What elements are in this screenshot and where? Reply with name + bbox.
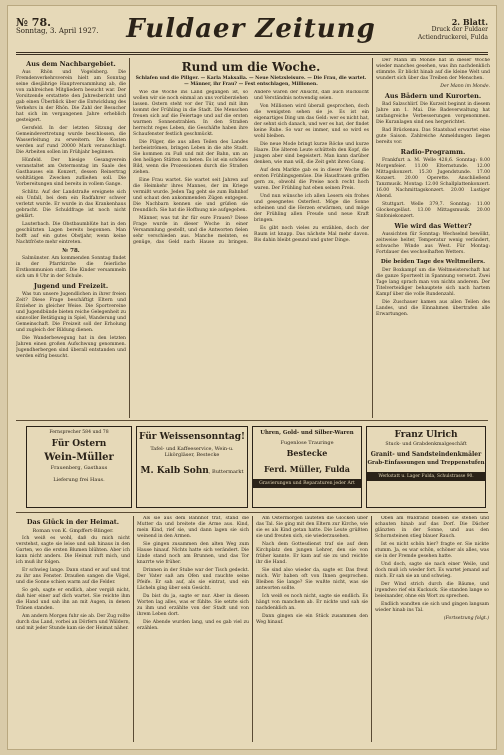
body-text: Ich weiß es noch nicht, sagte sie endlich. Es hängt von manchem ab. Er nickte und sah sie nachdenklich an. xyxy=(256,594,368,611)
story-subtitle: Roman von K. Gmpffert-Blinger. xyxy=(32,528,114,534)
body-text: Am Ostermorgen läuteten die Glocken über das Tal. Sie ging mit den Eltern zur Kirche, wie sie es als Kind getan hatte. Die Leute grüßten sie und freuten sich, sie wiederzusehen. xyxy=(256,516,368,539)
dateline: № 78. xyxy=(62,248,80,254)
body-text: So geh, sagte er endlich, aber vergiß nicht, daß hier einer auf dich wartet. Sie reichte ihm die Hand und sah ihn an mit Augen, in denen Tränen standen. xyxy=(16,588,130,611)
body-text: Die Zuschauer kamen aus allen Teilen des Landes, und die Einnahmen übertrafen alle Erwartungen. xyxy=(376,300,490,317)
body-text: Oben am Waldrand blieben sie stehen und schauten hinab auf das Dorf. Die Dächer glänzten in der Sonne, und aus den Schornsteinen stieg blauer Rauch. xyxy=(375,516,489,539)
body-text: Ist es nicht schön hier? fragte er. Sie nickte stumm. Ja, es war schön, schöner als alles, was sie in der Fremde gesehen hatte. xyxy=(375,542,489,559)
stonework-ad xyxy=(366,426,486,508)
tableware-ad-line: Tafel- und Kaffeeservice, Wein-u. Likörgläser, Bestecke xyxy=(150,446,234,458)
body-text: Sie gingen zusammen den alten Weg zum Hause hinauf. Nichts hatte sich verändert. Die Linde stand noch am Brunnen, und das Tor knarrte wie früher. xyxy=(137,542,249,565)
story-column-3 xyxy=(256,516,368,742)
left-column xyxy=(16,58,126,416)
wine-ad-name: Wein-Müller xyxy=(44,452,114,463)
body-text: Als sie aus dem Bahnhof trat, stand die Mutter da und breitete die Arme aus. Kind, mein Kind, rief sie, und dann lagen sie sich weinend in den Armen. xyxy=(137,516,249,539)
jewelry-ad-name: Ferd. Müller, Fulda xyxy=(264,464,350,474)
body-text: Frankfurt a. M. Welle 428,6. Sonntag: 8.00 Morgenfeier. 11.00 Elternstunde. 12.00 Mittagskonzert. 15.30 Jugendstunde. 17.00 Konzert. 20.00 Operette. Anschließend Tanzmusik. Montag: 12.00 Schallplattenkonzert. 16.00 Nachmittagskonzert. 20.00 Lustiger Abend. xyxy=(376,158,490,199)
stonework-ad-line3: Grab-Einfassungen und Treppenstufen xyxy=(367,460,485,466)
issue-info xyxy=(16,18,106,36)
body-text: Es gibt noch vieles zu erzählen, doch der Raum ist knapp. Das nächste Mal mehr davon. Bis dahin bleibt gesund und guter Dinge. xyxy=(254,226,369,243)
stonework-ad-name: Franz Ulrich xyxy=(394,430,458,440)
column-divider xyxy=(129,58,130,418)
tableware-ad-title: Für Weissensonntag! xyxy=(139,432,245,442)
center-heading: Rund um die Woche. xyxy=(181,60,321,74)
column-signature: Der Mann im Monde. xyxy=(440,84,490,89)
section-heading-weltmeister: Die beiden Tage des Weltmeilers. xyxy=(380,259,486,265)
body-text: Schlitz. Auf der Landstraße ereignete sich ein Unfall, bei dem ein Radfahrer schwer verletzt wurde. Er wurde in das Krankenhaus gebracht. Die Schuldfrage ist noch nicht geklärt. xyxy=(16,190,126,219)
newspaper-page xyxy=(8,6,496,749)
masthead-rule xyxy=(16,52,488,53)
section-heading-wetter: Wie wird das Wetter? xyxy=(394,222,472,230)
body-text: Aussichten für Sonntag: Wechselnd bewölkt, zeitweise heiter, Temperatur wenig verändert, schwache Winde aus West. Für Montag: Fortdauer des wechselhaften Wetters. xyxy=(376,232,490,255)
sheet-info xyxy=(392,18,488,42)
body-text: Gersfeld. In der letzten Sitzung der Gemeindevertretung wurde beschlossen, die Wasserleitung zu erweitern. Die Kosten werden auf rund 20000 Mark veranschlagt. Die Arbeiten sollen im Frühjahr beginnen. xyxy=(16,126,126,155)
body-text: Endlich wandten sie sich und gingen langsam wieder hinab ins Tal. xyxy=(375,602,489,613)
body-text: Ich weiß es wohl, daß du mich nicht verstehst, sagte sie leise und sah hinaus in den Garten, wo die ersten Blumen blühten. Aber ich kann nicht anders. Die Heimat ruft mich, und ich muß ihr folgen. xyxy=(16,536,130,565)
body-text: Stuttgart. Welle 379,7. Sonntag: 11.00 Glockengeläut. 13.00 Mittagsmusik. 20.00 Sinfoniekonzert. xyxy=(376,202,490,219)
sheet-number: 2. Blatt. xyxy=(451,17,488,27)
jewelry-ad xyxy=(252,426,362,508)
wine-ad-title: Für Ostern xyxy=(51,439,107,449)
center-column xyxy=(133,58,369,418)
body-text: Hünfeld. Der hiesige Gesangverein veranstaltet am Ostermontag im Saale des Gasthauses ein Konzert, dessen Reinertrag wohltätigen Zwecken zufließen soll. Die Vorbereitungen sind bereits in vollem Gange. xyxy=(16,158,126,187)
story-column-4 xyxy=(375,516,489,742)
ads-top-rule xyxy=(16,420,488,421)
body-text: Da bist du ja, sagte er nur. Aber in diesen Worten lag alles, was er fühlte. Sie setzte sich zu ihm und erzählte von der Stadt und von ihrem Leben dort. xyxy=(137,594,249,617)
body-text: Drinnen in der Stube war der Tisch gedeckt. Der Vater saß am Ofen und rauchte seine Pfeife. Er sah auf, als sie eintrat, und ein Lächeln ging über sein Gesicht. xyxy=(137,568,249,591)
issue-date: Sonntag, 3. April 1927. xyxy=(16,27,99,35)
jewelry-ad-subtitle: Fugenlose Trauringe xyxy=(280,440,334,446)
body-text: Er schwieg lange. Dann stand er auf und trat zu ihr ans Fenster. Draußen sangen die Vögel, und die Sonne schien warm auf die Felder. xyxy=(16,568,130,585)
issue-number: № 78. xyxy=(16,16,51,29)
body-text: Der Boxkampf um die Weltmeisterschaft hat die ganze Sportwelt in Spannung versetzt. Zwei Tage lang sprach man von nichts anderem. Der Titelverteidiger behauptete sich nach hartem Kampf über die volle Rundenzahl. xyxy=(376,268,490,297)
body-text: Eine Frau wartet. Sie wartet seit Jahren auf die Heimkehr ihres Mannes, der im Kriege vermißt wurde. Jeden Tag geht sie zum Bahnhof und schaut den ankommenden Zügen entgegen. Die Nachbarn kennen sie und grüßen sie freundlich. Sie hat die Hoffnung nie aufgegeben. xyxy=(133,178,248,213)
body-text: Nach dem Gottesdienst traf sie auf dem Kirchplatz den jungen Lehrer, den sie von früher kannte. Er kam auf sie zu und reichte ihr die Hand. xyxy=(256,542,368,565)
body-text: Die Pilger, die aus allen Teilen des Landes herbeiströmen, bringen Leben in die alte Stadt. Sie kommen zu Fuß und mit der Bahn, um an den heiligen Stätten zu beten. Es ist ein schönes Bild, wenn die Prozessionen durch die Straßen ziehen. xyxy=(133,140,248,175)
jewelry-ad-mid: Bestecke xyxy=(286,448,328,458)
wine-ad xyxy=(26,426,132,508)
body-text: Von Millionen wird überall gesprochen, doch die wenigsten sehen sie je. Es ist ein eigenartiges Ding um das Geld: wer es nicht hat, der sehnt sich danach, und wer es hat, der findet keine Ruhe. So war es immer, und so wird es wohl bleiben. xyxy=(254,104,369,139)
tableware-ad-name-line xyxy=(137,466,247,476)
body-text: Bad Brückenau. Das Staatsbad erwartet eine gute Saison. Zahlreiche Anmeldungen liegen bereits vor. xyxy=(376,128,490,145)
body-text: Der Mann im Monde hat in dieser Woche wieder manches gesehen, was ihn nachdenklich stimmte. Er blickt hinab auf die kleine Welt und wundert sich über das Treiben der Menschen. xyxy=(376,58,490,81)
right-column xyxy=(376,58,490,412)
column-divider xyxy=(372,58,373,418)
newspaper-title: Fuldaer Zeitung xyxy=(126,14,376,44)
column-divider xyxy=(133,516,134,742)
body-text: Auf dem Markte gab es in dieser Woche die ersten Frühlingsgemüse. Die Hausfrauen griffen gern zu, obwohl die Preise noch recht hoch waren. Der Frühling hat eben seinen Preis. xyxy=(254,168,369,191)
wine-ad-footer: Lieferung frei Haus. xyxy=(53,477,105,483)
tableware-ad xyxy=(136,426,248,508)
body-text: Lauterbach. Die Obstbaumblüte hat in den geschützten Lagen bereits begonnen. Man hofft auf ein gutes Obstjahr, wenn keine Nachtfröste mehr eintreten. xyxy=(16,222,126,245)
body-text: Der Wind strich durch die Bäume, und irgendwo rief ein Kuckuck. Sie standen lange so beieinander, ohne ein Wort zu sprechen. xyxy=(375,582,489,599)
story-title: Das Glück in der Heimat. xyxy=(26,518,120,526)
body-text: Bad Salzschlirf. Die Kurzeit beginnt in diesem Jahre am 1. Mai. Die Badeverwaltung hat umfangreiche Verbesserungen vorgenommen. Die Kuranlagen sind neu hergerichtet. xyxy=(376,102,490,125)
body-text: Dann gingen sie ein Stück zusammen den Weg hinauf. xyxy=(256,614,368,625)
body-text: Männer, was tut ihr für eure Frauen? Diese Frage wurde in dieser Woche in einer Versammlung gestellt, und die Antworten fielen sehr verschieden aus. Manche meinten, es genüge, das Geld nach Hause zu bringen. Andere waren der Ansicht, daß auch Rücksicht und Verständnis notwendig seien. xyxy=(133,90,369,245)
section-heading-jugend: Jugend und Freizeit. xyxy=(33,282,109,290)
masthead-rule-2 xyxy=(16,54,488,55)
masthead xyxy=(16,10,488,50)
center-subtitle: Schlafen und die Pillger. — Karla Maksalla. — Neue Nietzsleisure. — Die Frau, die wartet. — Männer, ihr Frau? — Fest entschlagen, Millionen. xyxy=(135,76,367,87)
body-text: Und nun wünsche ich allen Lesern ein frohes und gesegnetes Osterfest. Möge die Sonne scheinen und die Herzen erwärmen, und möge der Frühling allen Freude und neue Kraft bringen. xyxy=(254,194,369,223)
ads-bottom-rule xyxy=(16,512,488,513)
stonework-ad-line1: Stuck- und Grabdenkmalgeschäft xyxy=(385,442,467,447)
stonework-ad-footer: Werkstatt u. Lager Fulda, Schulstrasse 90. xyxy=(367,472,485,481)
body-text: Die neue Mode bringt kurze Röcke und kurze Haare. Die älteren Leute schütteln den Kopf, die jungen aber sind begeistert. Man kann darüber denken, wie man will, die Zeit geht ihren Gang. xyxy=(254,142,369,165)
wine-ad-place: Frauenberg, Gasthaus xyxy=(50,465,108,471)
tableware-ad-suffix: , Buttermarkt xyxy=(208,469,244,475)
body-text: Wie die Woche ins Land gegangen ist, so wollen wir sie noch einmal an uns vorüberziehen lassen. Ostern steht vor der Tür, und mit ihm kommt der Frühling in die Stadt. Die Menschen freuen sich auf die Feiertage und auf die ersten warmen Sonnenstrahlen. In den Straßen herrscht reges Leben, die Geschäfte haben ihre Schaufenster festlich geschmückt. xyxy=(133,90,248,137)
body-text: Und doch, sagte sie nach einer Weile, und doch muß ich wieder fort. Es wartet jemand auf mich. Er sah sie an und schwieg. xyxy=(375,562,489,579)
story-column-1 xyxy=(16,516,130,742)
body-text: Was tun unsere Jugendlichen in ihrer freien Zeit? Diese Frage beschäftigt Eltern und Erzieher in gleicher Weise. Die Sportvereine und Jugendbünde bieten reiche Gelegenheit zu sinnvoller Betätigung in Spiel, Wanderung und Gemeinschaft. Die Freizeit soll der Erholung und zugleich der Bildung dienen. xyxy=(16,292,126,333)
publisher-line: Druck der Fuldaer Actiendruckerei, Fulda xyxy=(417,26,488,41)
story-column-2 xyxy=(137,516,249,742)
center-body xyxy=(133,90,369,408)
section-heading-baeder: Aus Bädern und Kurorten. xyxy=(384,92,482,100)
jewelry-ad-footer: Gravierungen und Reparaturen jeder Art xyxy=(253,479,361,488)
column-divider xyxy=(252,516,253,742)
stonework-ad-line2: Granit- und Sandsteindenkmäler xyxy=(370,451,482,458)
body-text: Die Abende wurden lang, und es gab viel zu erzählen. xyxy=(137,620,249,631)
wine-ad-phone: Fernsprecher 584 und 78 xyxy=(49,430,109,435)
column-divider xyxy=(371,516,372,742)
body-text: Salmünster. Am kommenden Sonntag findet in der Pfarrkirche die feierliche Erstkommunion statt. Die Kinder versammeln sich um 8 Uhr in der Schule. xyxy=(16,256,126,279)
jewelry-ad-title: Uhren, Gold- und Silber-Waren xyxy=(260,430,354,436)
body-text: Die Wanderbewegung hat in den letzten Jahren einen großen Aufschwung genommen. Jugendherbergen sind überall entstanden und werden eifrig besucht. xyxy=(16,336,126,359)
continued-note: (Fortsetzung folgt.) xyxy=(443,616,489,621)
tableware-ad-name: M. Kalb Sohn xyxy=(140,466,209,476)
section-heading-nachbargebiet: Aus dem Nachbargebiet. xyxy=(26,60,116,68)
section-heading-radio: Radio-Programm. xyxy=(400,148,466,156)
body-text: Am andern Morgen fuhr sie ab. Der Zug rollte durch das Land, vorbei an Dörfern und Wäldern, und mit jeder Stunde kam sie der Heimat näher. xyxy=(16,614,130,631)
body-text: Sie sind also wieder da, sagte er. Das freut mich. Wir haben oft von Ihnen gesprochen. Bleiben Sie lange? Sie wußte nicht, was sie antworten sollte. xyxy=(256,568,368,591)
body-text: Aus Rhön und Vogelsberg. Die Fremdenverkehrsverein hielt am Sonntag seine diesjährige Hauptversammlung ab, die von zahlreichen Mitgliedern besucht war. Der Vorsitzende erstattete den Jahresbericht und gab einen Überblick über die Entwicklung des Verkehrs in der Rhön. Die Zahl der Besucher hat sich im vergangenen Jahre erheblich gesteigert. xyxy=(16,70,126,123)
